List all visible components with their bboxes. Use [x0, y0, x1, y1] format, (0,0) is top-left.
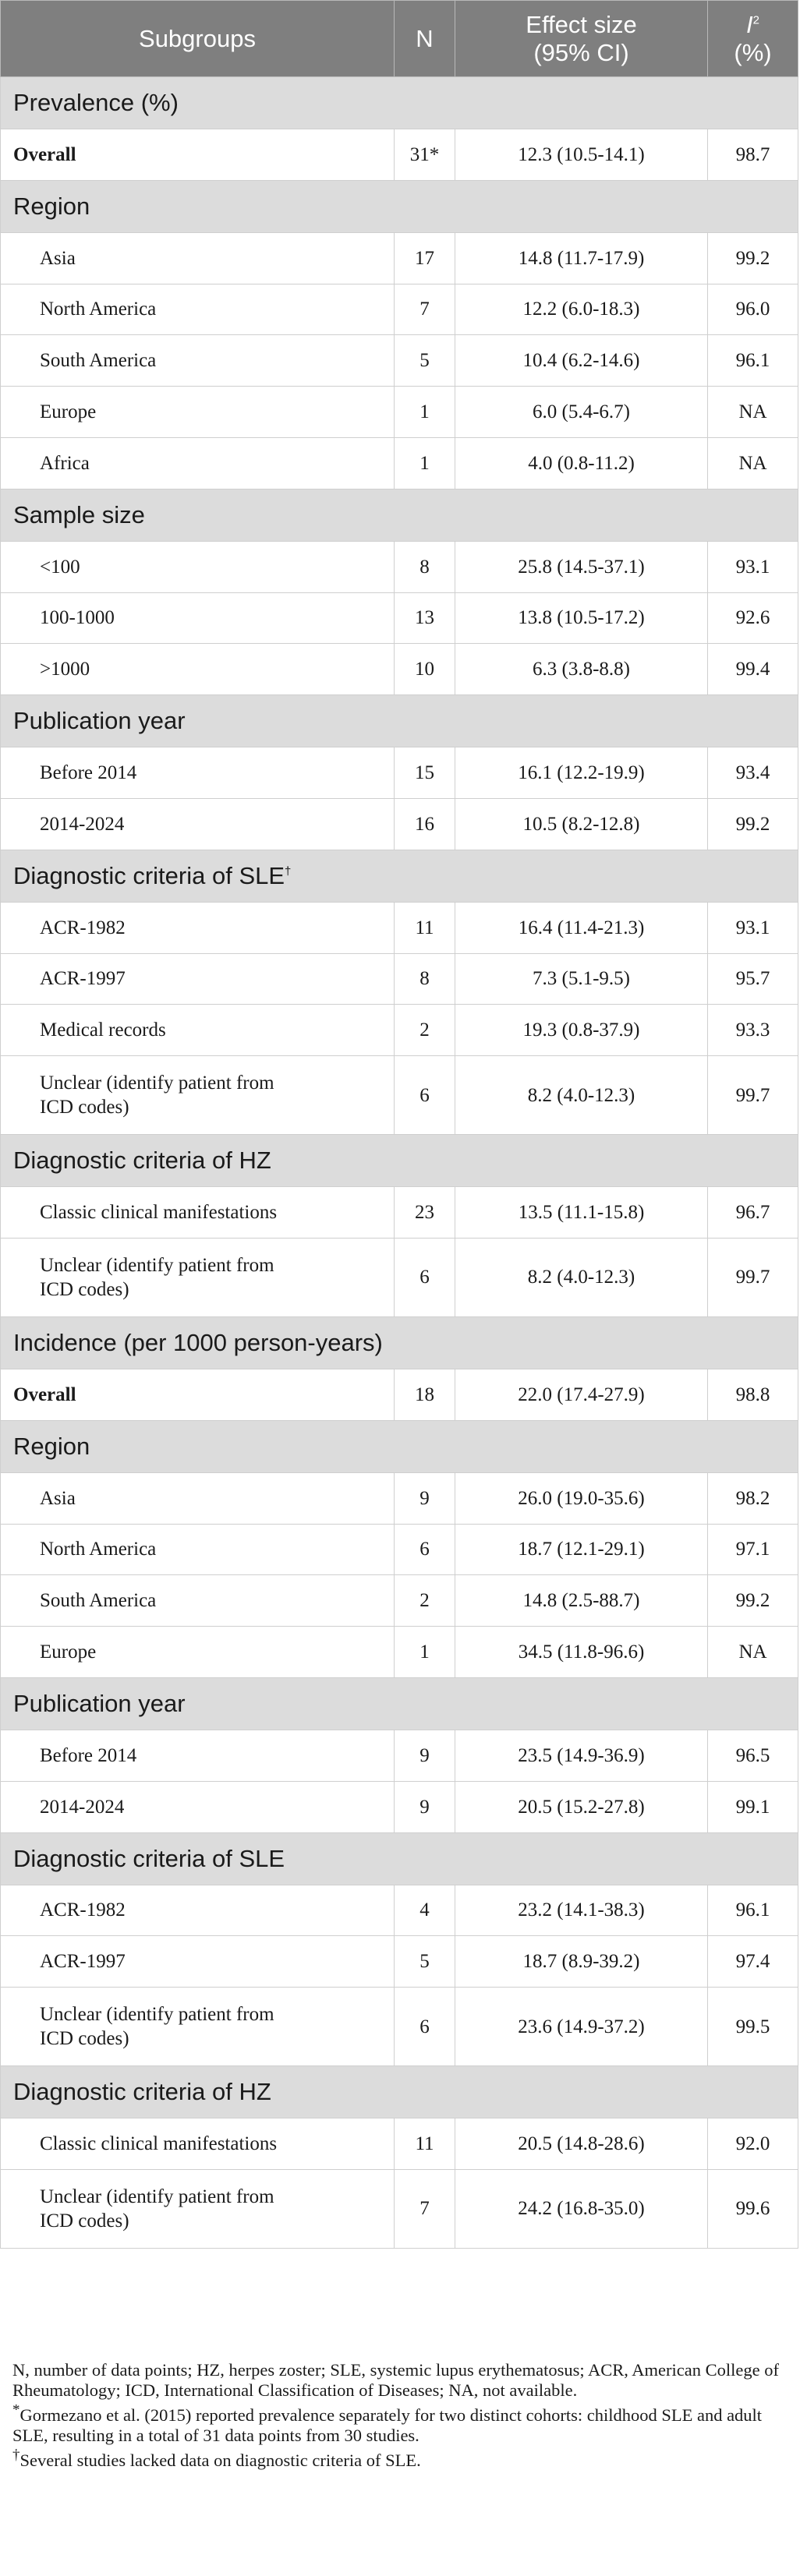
subgroup-label: Unclear (identify patient from [40, 1254, 274, 1276]
i2-cell: 96.1 [708, 1885, 798, 1936]
subgroup-cell [1, 2118, 395, 2170]
subgroup-cell [1, 437, 395, 489]
subgroup-label-line2: ICD codes) [40, 2028, 129, 2050]
subgroup-label: Overall [13, 1383, 76, 1405]
subgroup-cell [1, 953, 395, 1005]
i2-cell: 99.2 [708, 232, 798, 284]
section-label-cell [1, 77, 798, 129]
section-label: Publication year [13, 1689, 186, 1717]
effect-size-cell: 18.7 (8.9-39.2) [455, 1936, 708, 1988]
n-cell: 7 [395, 2169, 455, 2248]
n-cell: 8 [395, 541, 455, 592]
subgroup-cell [1, 2169, 395, 2248]
section-label-cell [1, 180, 798, 232]
overall-row [1, 129, 798, 181]
subgroup-label-line2: ICD codes) [40, 1278, 129, 1300]
section-header-row [1, 77, 798, 129]
i2-cell: 92.6 [708, 592, 798, 644]
effect-size-cell: 16.1 (12.2-19.9) [455, 747, 708, 799]
n-cell: 6 [395, 1524, 455, 1575]
header-i2-unit: (%) [734, 38, 772, 66]
table-row [1, 1988, 798, 2066]
n-cell: 9 [395, 1730, 455, 1781]
n-cell: 1 [395, 437, 455, 489]
footnote-star-text: Gormezano et al. (2015) reported prevalence separately for two distinct cohorts: childhood SLE and adult SLE, resulting in a total of 31 data points from 30 studies. [12, 2405, 763, 2445]
i2-cell: 96.1 [708, 335, 798, 387]
i2-cell: 99.5 [708, 1988, 798, 2066]
subgroup-cell [1, 1187, 395, 1239]
subgroup-label: Asia [40, 1487, 76, 1509]
subgroup-label: >1000 [40, 659, 90, 680]
n-cell: 18 [395, 1369, 455, 1420]
i2-cell: 99.2 [708, 798, 798, 850]
subgroup-cell [1, 129, 395, 181]
subgroup-cell [1, 1524, 395, 1575]
i2-cell: NA [708, 387, 798, 438]
subgroup-cell [1, 592, 395, 644]
table-body [1, 77, 798, 2249]
section-header-row [1, 2066, 798, 2118]
subgroup-label: Classic clinical manifestations [40, 2133, 278, 2155]
effect-size-cell: 20.5 (14.8-28.6) [455, 2118, 708, 2170]
n-cell: 8 [395, 953, 455, 1005]
section-label: Diagnostic criteria of HZ [13, 1147, 271, 1175]
i2-cell: 99.1 [708, 1781, 798, 1832]
n-cell: 15 [395, 747, 455, 799]
n-cell: 6 [395, 1056, 455, 1135]
footnote-abbreviations: N, number of data points; HZ, herpes zoster; SLE, systemic lupus erythematosus; ACR, American College of Rheumatology; ICD, International Classification of Diseases; NA, not available. [12, 2360, 779, 2400]
section-header-row [1, 1677, 798, 1730]
effect-size-cell: 4.0 (0.8-11.2) [455, 437, 708, 489]
table-row [1, 1936, 798, 1988]
table-row [1, 1187, 798, 1239]
n-cell: 16 [395, 798, 455, 850]
section-label: Diagnostic criteria of SLE [13, 1844, 285, 1872]
header-i2-symbol: I [746, 10, 753, 38]
overall-row [1, 1369, 798, 1420]
i2-cell: 99.2 [708, 1575, 798, 1627]
table-row [1, 284, 798, 335]
subgroup-cell [1, 1988, 395, 2066]
section-footnote-mark: † [285, 864, 292, 878]
effect-size-cell: 18.7 (12.1-29.1) [455, 1524, 708, 1575]
section-label: Incidence (per 1000 person-years) [13, 1328, 383, 1356]
n-cell: 7 [395, 284, 455, 335]
section-header-row [1, 1135, 798, 1187]
subgroup-label: 100-1000 [40, 607, 115, 629]
i2-cell: 93.1 [708, 902, 798, 953]
effect-size-cell: 8.2 (4.0-12.3) [455, 1238, 708, 1316]
i2-cell: 99.4 [708, 644, 798, 695]
section-label-cell [1, 1420, 798, 1472]
subgroup-label: ACR-1982 [40, 1899, 126, 1921]
n-cell: 17 [395, 232, 455, 284]
subgroup-label: Unclear (identify patient from [40, 1072, 274, 1094]
header-i2-sup: 2 [752, 13, 759, 27]
effect-size-cell: 22.0 (17.4-27.9) [455, 1369, 708, 1420]
n-cell: 10 [395, 644, 455, 695]
i2-cell: 93.4 [708, 747, 798, 799]
section-label-cell [1, 1135, 798, 1187]
table-row [1, 1472, 798, 1524]
i2-cell: 93.1 [708, 541, 798, 592]
i2-cell: 98.7 [708, 129, 798, 181]
footnote-dagger-mark: † [12, 2447, 20, 2464]
table-footnotes [12, 2360, 792, 2475]
section-label-cell [1, 695, 798, 747]
subgroup-label: Before 2014 [40, 1744, 137, 1766]
subgroup-cell [1, 1472, 395, 1524]
section-label-cell [1, 489, 798, 541]
subgroup-label: ACR-1982 [40, 917, 126, 938]
subgroup-label: <100 [40, 556, 80, 578]
n-cell: 31* [395, 129, 455, 181]
subgroup-label: Before 2014 [40, 762, 137, 784]
i2-cell: 97.1 [708, 1524, 798, 1575]
table-row [1, 1885, 798, 1936]
subgroup-cell [1, 232, 395, 284]
subgroup-cell [1, 1056, 395, 1135]
section-label: Sample size [13, 500, 145, 528]
subgroup-cell [1, 1730, 395, 1781]
effect-size-cell: 34.5 (11.8-96.6) [455, 1627, 708, 1678]
subgroup-label: North America [40, 1539, 157, 1560]
effect-size-cell: 12.2 (6.0-18.3) [455, 284, 708, 335]
effect-size-cell: 26.0 (19.0-35.6) [455, 1472, 708, 1524]
section-label: Region [13, 192, 90, 220]
subgroup-label: North America [40, 299, 157, 320]
section-label: Diagnostic criteria of HZ [13, 2078, 271, 2106]
subgroup-cell [1, 747, 395, 799]
header-effect-line1: Effect size [526, 10, 637, 38]
section-label: Diagnostic criteria of SLE [13, 861, 285, 889]
subgroup-cell [1, 1885, 395, 1936]
subgroup-label: South America [40, 1590, 157, 1612]
table-row [1, 1524, 798, 1575]
subgroup-cell [1, 541, 395, 592]
footnote-star [12, 2401, 792, 2446]
subgroup-label: Asia [40, 247, 76, 269]
header-n: N [395, 1, 455, 77]
section-label-cell [1, 850, 798, 902]
table-row [1, 232, 798, 284]
i2-cell: 97.4 [708, 1936, 798, 1988]
subgroup-label: ACR-1997 [40, 968, 126, 990]
table-row [1, 437, 798, 489]
effect-size-cell: 23.6 (14.9-37.2) [455, 1988, 708, 2066]
table-row [1, 541, 798, 592]
effect-size-cell: 13.5 (11.1-15.8) [455, 1187, 708, 1239]
i2-cell: 96.5 [708, 1730, 798, 1781]
table-row [1, 1730, 798, 1781]
effect-size-cell: 14.8 (2.5-88.7) [455, 1575, 708, 1627]
table-row [1, 1056, 798, 1135]
n-cell: 1 [395, 1627, 455, 1678]
effect-size-cell: 12.3 (10.5-14.1) [455, 129, 708, 181]
n-cell: 13 [395, 592, 455, 644]
effect-size-cell: 14.8 (11.7-17.9) [455, 232, 708, 284]
subgroup-label: Classic clinical manifestations [40, 1202, 278, 1224]
n-cell: 2 [395, 1575, 455, 1627]
table-row [1, 798, 798, 850]
section-label-cell [1, 2066, 798, 2118]
table-row [1, 1005, 798, 1056]
i2-cell: 96.0 [708, 284, 798, 335]
subgroup-cell [1, 1627, 395, 1678]
subgroup-label: Unclear (identify patient from [40, 2186, 274, 2207]
section-header-row [1, 695, 798, 747]
n-cell: 23 [395, 1187, 455, 1239]
n-cell: 1 [395, 387, 455, 438]
i2-cell: 98.2 [708, 1472, 798, 1524]
n-cell: 5 [395, 335, 455, 387]
subgroup-cell [1, 798, 395, 850]
i2-cell: NA [708, 437, 798, 489]
subgroup-cell [1, 1781, 395, 1832]
table-row [1, 644, 798, 695]
section-label-cell [1, 1677, 798, 1730]
i2-cell: 99.7 [708, 1238, 798, 1316]
table-row [1, 335, 798, 387]
table-row [1, 387, 798, 438]
subgroup-cell [1, 1238, 395, 1316]
effect-size-cell: 20.5 (15.2-27.8) [455, 1781, 708, 1832]
n-cell: 6 [395, 1988, 455, 2066]
effect-size-cell: 13.8 (10.5-17.2) [455, 592, 708, 644]
table-row [1, 1575, 798, 1627]
subgroup-cell [1, 644, 395, 695]
section-header-row [1, 489, 798, 541]
effect-size-cell: 6.0 (5.4-6.7) [455, 387, 708, 438]
section-label: Prevalence (%) [13, 89, 179, 116]
footnote-star-mark: * [12, 2401, 20, 2419]
section-label-cell [1, 1832, 798, 1885]
effect-size-cell: 10.4 (6.2-14.6) [455, 335, 708, 387]
subgroup-cell [1, 387, 395, 438]
subgroup-label: Africa [40, 452, 90, 474]
i2-cell: 99.6 [708, 2169, 798, 2248]
subgroup-label-line2: ICD codes) [40, 1097, 129, 1118]
footnote-dagger-text: Several studies lacked data on diagnostic criteria of SLE. [19, 2451, 421, 2470]
subgroup-label-line2: ICD codes) [40, 2210, 129, 2231]
table-row [1, 1781, 798, 1832]
i2-cell: 93.3 [708, 1005, 798, 1056]
header-effect-line2: (95% CI) [533, 38, 629, 66]
subgroup-label: South America [40, 350, 157, 372]
section-label: Region [13, 1432, 90, 1460]
subgroup-cell [1, 902, 395, 953]
effect-size-cell: 25.8 (14.5-37.1) [455, 541, 708, 592]
table-row [1, 953, 798, 1005]
section-label-cell [1, 1316, 798, 1369]
table-row [1, 1238, 798, 1316]
table-header-row [1, 1, 798, 77]
table-row [1, 747, 798, 799]
subgroup-cell [1, 1369, 395, 1420]
n-cell: 5 [395, 1936, 455, 1988]
subgroup-label: Unclear (identify patient from [40, 2004, 274, 2026]
header-effect-size [455, 1, 708, 77]
effect-size-cell: 23.5 (14.9-36.9) [455, 1730, 708, 1781]
section-header-row [1, 850, 798, 902]
effect-size-cell: 23.2 (14.1-38.3) [455, 1885, 708, 1936]
table-row [1, 592, 798, 644]
n-cell: 11 [395, 2118, 455, 2170]
header-subgroups: Subgroups [1, 1, 395, 77]
table-row [1, 2118, 798, 2170]
i2-cell: 99.7 [708, 1056, 798, 1135]
i2-cell: 95.7 [708, 953, 798, 1005]
subgroup-cell [1, 1936, 395, 1988]
n-cell: 4 [395, 1885, 455, 1936]
effect-size-cell: 7.3 (5.1-9.5) [455, 953, 708, 1005]
table-row [1, 1627, 798, 1678]
header-i2 [708, 1, 798, 77]
section-header-row [1, 1420, 798, 1472]
subgroup-cell [1, 1005, 395, 1056]
n-cell: 6 [395, 1238, 455, 1316]
subgroup-label: Europe [40, 401, 97, 423]
table-row [1, 902, 798, 953]
section-label: Publication year [13, 707, 186, 735]
n-cell: 9 [395, 1781, 455, 1832]
effect-size-cell: 19.3 (0.8-37.9) [455, 1005, 708, 1056]
effect-size-cell: 10.5 (8.2-12.8) [455, 798, 708, 850]
i2-cell: 98.8 [708, 1369, 798, 1420]
footnote-dagger [12, 2447, 792, 2471]
table-row [1, 2169, 798, 2248]
subgroup-label: Medical records [40, 1019, 166, 1041]
effect-size-cell: 16.4 (11.4-21.3) [455, 902, 708, 953]
i2-cell: NA [708, 1627, 798, 1678]
effect-size-cell: 24.2 (16.8-35.0) [455, 2169, 708, 2248]
n-cell: 2 [395, 1005, 455, 1056]
subgroup-label: 2014-2024 [40, 813, 125, 835]
section-header-row [1, 1832, 798, 1885]
subgroup-cell [1, 284, 395, 335]
section-header-row [1, 1316, 798, 1369]
n-cell: 11 [395, 902, 455, 953]
effect-size-cell: 6.3 (3.8-8.8) [455, 644, 708, 695]
n-cell: 9 [395, 1472, 455, 1524]
section-header-row [1, 180, 798, 232]
subgroup-label: 2014-2024 [40, 1796, 125, 1818]
i2-cell: 96.7 [708, 1187, 798, 1239]
subgroup-cell [1, 1575, 395, 1627]
effect-size-cell: 8.2 (4.0-12.3) [455, 1056, 708, 1135]
subgroup-cell [1, 335, 395, 387]
subgroup-label: Overall [13, 143, 76, 165]
i2-cell: 92.0 [708, 2118, 798, 2170]
subgroup-label: Europe [40, 1641, 97, 1663]
subgroup-label: ACR-1997 [40, 1951, 126, 1973]
